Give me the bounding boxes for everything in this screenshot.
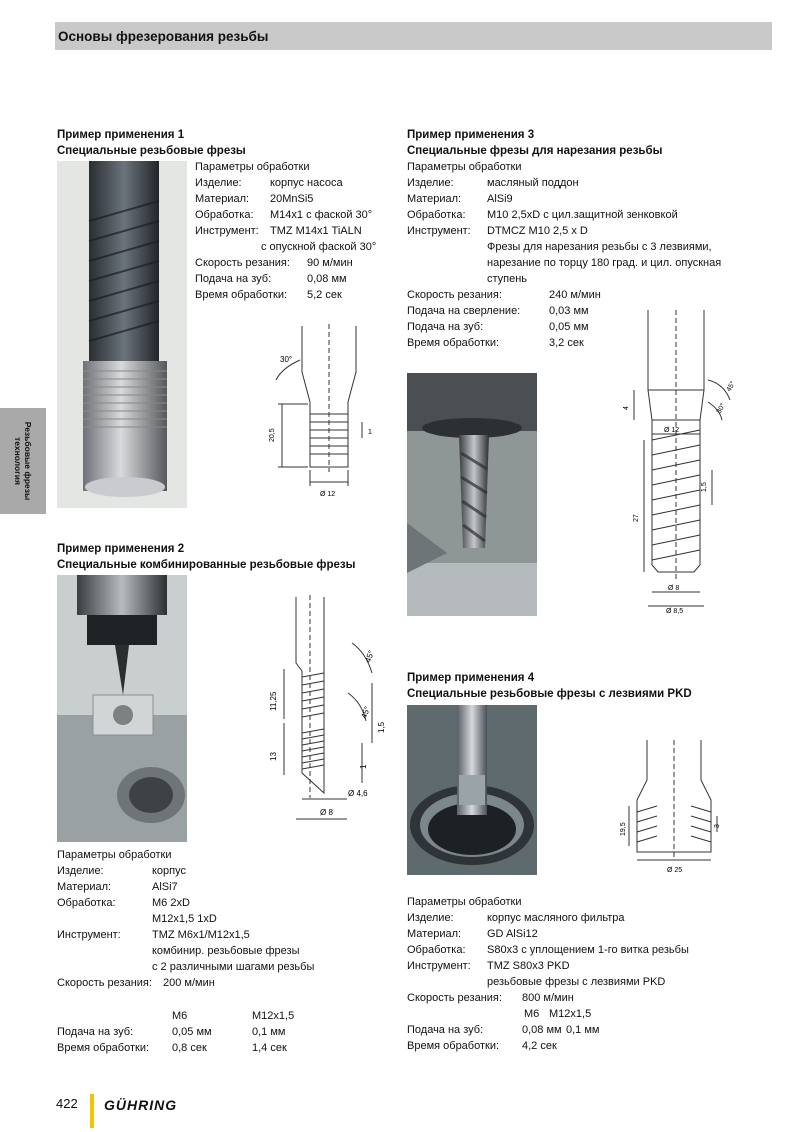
ex1-photo: [57, 161, 187, 508]
ex2-title: [57, 541, 355, 573]
ex3-drawing: [612, 310, 742, 615]
ex2-dim-pitch2: 1: [359, 764, 368, 769]
ex3-row: Подача на зуб: 0,05 мм: [407, 321, 589, 333]
ex2-row: Обработка: M6 2xD: [57, 897, 190, 909]
ex4-photo: [407, 705, 537, 875]
ex1-row: Обработка: M14x1 с фаской 30°: [195, 209, 373, 221]
guhring-logo: GÜHRING: [104, 1097, 178, 1113]
ex4-params-title: Параметры обработки: [407, 896, 522, 908]
side-tab-line2: технология: [13, 437, 23, 485]
ex2-dim-angle1: 45°: [363, 649, 377, 664]
ex3-dim-diameter3: Ø 8,5: [666, 608, 684, 615]
page-number: 422: [56, 1096, 78, 1111]
side-tab-label: [13, 422, 33, 501]
ex2-title-line2: Специальные комбинированные резьбовые фрезы: [57, 559, 356, 571]
ex3-dim-pitch: 1,5: [701, 482, 708, 492]
ex2-dim-length1: 11,25: [269, 691, 278, 711]
ex3-row: Обработка: M10 2,5xD с цил.защитной зенковкой: [407, 209, 678, 221]
ex4-title-line1: Пример применения 4: [407, 672, 535, 684]
ex4-title-line2: Специальные резьбовые фрезы с лезвиями PKD: [407, 688, 692, 700]
ex1-row: Скорость резания: 90 м/мин: [195, 257, 353, 269]
side-tab: [0, 408, 46, 514]
ex2-row: Инструмент: TMZ M6x1/M12x1,5: [57, 929, 250, 941]
ex4-col-headers: M6 M12x1,5: [524, 1008, 592, 1020]
ex4-dim-diameter: Ø 25: [667, 867, 683, 874]
ex2-row: M12x1,5 1xD: [152, 913, 217, 925]
ex4-params: [407, 894, 689, 1054]
ex3-row: Подача на сверление: 0,03 мм: [407, 305, 589, 317]
ex4-row: резьбовые фрезы с лезвиями PKD: [487, 976, 666, 988]
ex1-dim-length: 20,5: [269, 428, 276, 442]
ex2-dim-pitch1: 1,5: [377, 721, 386, 733]
ex1-row: Подача на зуб: 0,08 мм: [195, 273, 347, 285]
ex1-dim-diameter: Ø 12: [320, 491, 336, 498]
ex1-params: [195, 159, 376, 303]
ex2-row: Материал: AlSi7: [57, 881, 178, 893]
ex3-dim-angle1: 45°: [725, 380, 738, 393]
ex2-feed-row: Подача на зуб: 0,05 мм 0,1 мм: [57, 1026, 286, 1038]
ex1-drawing: [262, 322, 382, 504]
ex2-col-headers: M6 M12x1,5: [172, 1010, 295, 1022]
ex2-dim-length2: 13: [269, 752, 278, 761]
ex1-dim-angle: 30°: [280, 355, 293, 364]
ex3-dim-diameter2: Ø 8: [668, 585, 680, 592]
ex1-params-title: Параметры обработки: [195, 161, 310, 173]
ex1-row: с опускной фаской 30°: [261, 241, 377, 253]
ex3-row: Скорость резания: 240 м/мин: [407, 289, 601, 301]
ex3-title-line1: Пример применения 3: [407, 129, 535, 141]
ex2-dim-diameter1: Ø 4,6: [348, 789, 368, 798]
ex3-dim-length: 27: [633, 514, 640, 522]
ex3-row: Фрезы для нарезания резьбы с 3 лезвиями,: [487, 241, 712, 253]
ex3-title-line2: Специальные фрезы для нарезания резьбы: [407, 145, 663, 157]
ex1-row: Время обработки: 5,2 сек: [195, 289, 342, 301]
ex2-drawing: [262, 593, 392, 833]
ex1-row: Изделие: корпус насоса: [195, 177, 343, 189]
ex3-dim-diameter1: Ø 12: [664, 427, 680, 434]
ex2-row: Изделие: корпус: [57, 865, 187, 877]
ex3-row: Время обработки: 3,2 сек: [407, 337, 584, 349]
ex2-time-row: Время обработки: 0,8 сек 1,4 сек: [57, 1042, 287, 1054]
side-tab-line1: Резьбовые фрезы: [23, 421, 33, 501]
ex3-row: Изделие: масляный поддон: [407, 177, 579, 189]
ex1-title-line2: Специальные резьбовые фрезы: [57, 145, 246, 157]
ex3-dim-angle2: 30°: [715, 402, 728, 415]
ex4-drawing: [615, 740, 725, 876]
ex4-title: [407, 670, 692, 702]
ex4-row: Обработка: S80x3 с уплощением 1-го витка резьбы: [407, 944, 689, 956]
ex3-row: Материал: AlSi9: [407, 193, 513, 205]
ex2-title-line1: Пример применения 2: [57, 543, 185, 555]
ex1-row: Инструмент: TMZ M14x1 TiALN: [195, 225, 362, 237]
ex2-row: комбинир. резьбовые фрезы: [152, 945, 300, 957]
ex3-row: ступень: [487, 273, 528, 285]
page-title: Основы фрезерования резьбы: [58, 29, 269, 44]
ex2-results: [57, 1008, 294, 1056]
ex2-params: [57, 847, 314, 991]
ex3-row: нарезание по торцу 180 град. и цил. опускная: [487, 257, 722, 269]
ex4-row: Скорость резания: 800 м/мин: [407, 992, 574, 1004]
ex2-row: с 2 различными шагами резьбы: [152, 961, 315, 973]
footer-accent-bar: [90, 1094, 94, 1128]
ex1-title: [57, 127, 246, 159]
ex2-dim-diameter2: Ø 8: [320, 808, 333, 817]
ex4-row: Инструмент: TMZ S80x3 PKD: [407, 960, 570, 972]
ex2-params-title: Параметры обработки: [57, 849, 172, 861]
ex4-feed-row: Подача на зуб: 0,08 мм 0,1 мм: [407, 1024, 600, 1036]
ex2-dim-angle2: 45°: [359, 705, 373, 720]
ex1-row: Материал: 20MnSi5: [195, 193, 314, 205]
ex3-row: Инструмент: DTMCZ M10 2,5 x D: [407, 225, 588, 237]
ex4-dim-pitch: 3: [714, 824, 721, 828]
ex4-row: Изделие: корпус масляного фильтра: [407, 912, 625, 924]
ex1-title-line1: Пример применения 1: [57, 129, 185, 141]
ex3-dim-height: 4: [623, 406, 630, 410]
ex3-title: [407, 127, 662, 159]
ex2-photo: [57, 575, 187, 842]
ex4-dim-length: 19,5: [620, 822, 627, 836]
ex4-row: Материал: GD AlSi12: [407, 928, 538, 940]
ex3-params-title: Параметры обработки: [407, 161, 522, 173]
ex2-row: Скорость резания: 200 м/мин: [57, 977, 215, 989]
ex3-photo: [407, 373, 537, 616]
ex1-dim-pitch: 1: [368, 429, 372, 436]
ex4-time-row: Время обработки: 4,2 сек: [407, 1040, 557, 1052]
